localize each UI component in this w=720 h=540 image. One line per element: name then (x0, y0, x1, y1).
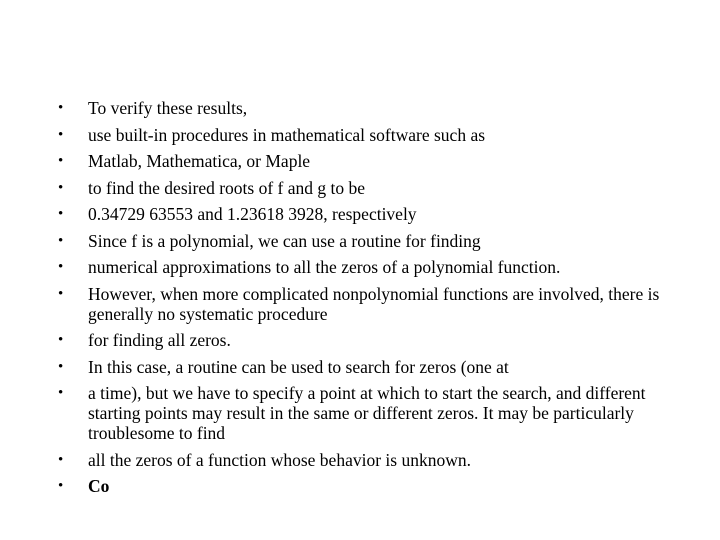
bullet-text: a time), but we have to specify a point at which to start the search, and different starting points may result in the same or different zeros. It may be particularly troublesome to find (88, 383, 646, 443)
bullet-text: Since f is a polynomial, we can use a routine for finding (88, 230, 481, 251)
bullet-item (58, 257, 698, 277)
bullet-icon: • (58, 259, 64, 275)
bullet-item (58, 231, 698, 251)
bullet-icon: • (58, 126, 64, 143)
bullet-item (58, 383, 698, 443)
bullet-text: use built-in procedures in mathematical software such as (88, 124, 486, 145)
bullet-icon: • (58, 332, 64, 348)
bullet-icon: • (58, 153, 64, 169)
bullet-item (58, 284, 698, 324)
bullet-text: However, when more complicated nonpolynomial functions are involved, there is generally no systematic procedure (88, 283, 660, 324)
bullet-item (58, 125, 698, 145)
bullet-text: Co (88, 476, 110, 496)
bullet-text: numerical approximations to all the zeros of a polynomial function. (88, 257, 561, 277)
bullet-item (58, 450, 698, 470)
bullet-item (58, 178, 698, 198)
bullet-text: In this case, a routine can be used to search for zeros (one at (88, 356, 509, 377)
bullet-item (58, 151, 698, 171)
bullet-item (58, 204, 698, 224)
bullet-item (58, 98, 698, 118)
bullet-item (58, 357, 698, 377)
bullet-text: Matlab, Mathematica, or Maple (88, 151, 311, 171)
bullet-list (58, 98, 698, 503)
bullet-text: all the zeros of a function whose behavior is unknown. (88, 449, 471, 470)
bullet-item (58, 330, 698, 350)
bullet-text: To verify these results, (88, 98, 248, 118)
bullet-icon: • (58, 100, 64, 116)
bullet-icon: • (58, 232, 64, 249)
bullet-icon: • (58, 206, 64, 222)
bullet-icon: • (58, 358, 64, 375)
bullet-text: for finding all zeros. (88, 330, 231, 350)
bullet-text: to find the desired roots of f and g to be (88, 177, 366, 198)
bullet-icon: • (58, 179, 64, 196)
bullet-item (58, 476, 698, 496)
bullet-icon: • (58, 285, 64, 302)
bullet-text: 0.34729 63553 and 1.23618 3928, respectively (88, 204, 417, 224)
bullet-icon: • (58, 451, 64, 468)
bullet-icon: • (58, 385, 64, 401)
bullet-icon: • (58, 478, 64, 494)
